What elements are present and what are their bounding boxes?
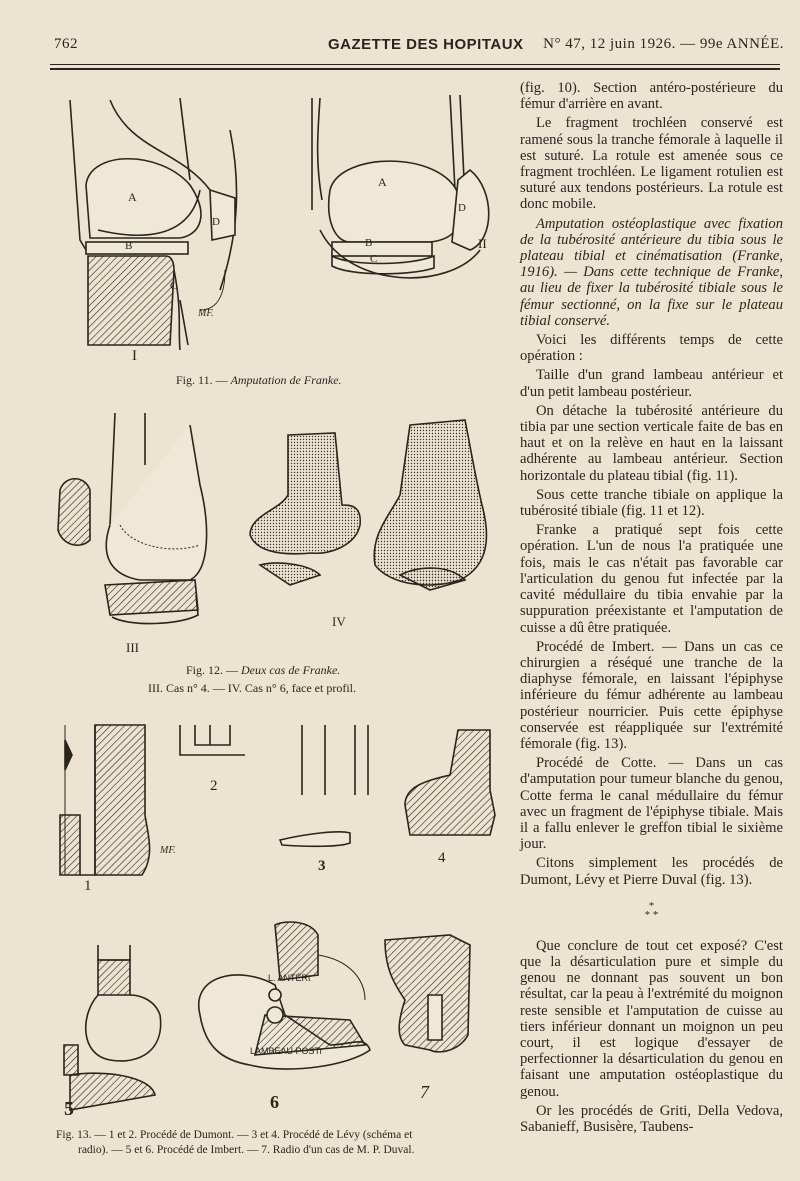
- figure-12-drawing: [50, 405, 500, 655]
- fig13-tag-post: LAMBEAU POSTr: [250, 1046, 323, 1056]
- fig13-drawing-4: [405, 730, 495, 835]
- fig13-drawing-1: [60, 725, 150, 875]
- fig11-part-C2: C: [370, 253, 378, 265]
- fig13-label-4: 4: [438, 850, 446, 866]
- fig11-part-A1: A: [128, 190, 137, 204]
- fig13-label-7: 7: [420, 1082, 429, 1102]
- fig11-caption-text: Amputation de Franke.: [230, 373, 342, 387]
- fig13-label-1: 1: [84, 878, 92, 894]
- fig11-part-C1: C: [170, 280, 178, 292]
- section-asterism: [520, 899, 783, 921]
- fig13-label-3: 3: [318, 858, 326, 874]
- fig11-caption: [176, 373, 342, 388]
- fig12-drawing-IV-profile: [374, 420, 486, 590]
- journal-title: GAZETTE DES HOPITAUX: [328, 36, 524, 53]
- fig12-caption-line2: III. Cas n° 4. — IV. Cas n° 6, face et profil.: [148, 681, 356, 695]
- fig12-caption-line1: [186, 663, 340, 678]
- paragraph-13: Or les procédés de Griti, Della Vedova, Sabanieff, Busisère, Taubens-: [520, 1102, 783, 1135]
- asterism-top: *: [648, 899, 655, 912]
- paragraph-12: Que conclure de tout cet exposé? C'est que la désarticulation pure et simple du genou ne donnant pas souvent un bon résultat, car la peau à l'extrémité du moignon reste sensible et l'amputation de cuisse au tiers inférieur donnant un moignon un peu court, il est logique d'essayer de perfectionner la désarticulation du genou en faisant une amputation ostéoplastique du genou.: [520, 937, 783, 1100]
- fig12-drawing-IV-face: [250, 433, 360, 585]
- article-text-column: [520, 80, 783, 1138]
- paragraph-6: On détache la tubérosité antérieure du tibia par une section verticale faite de bas en haut et on la relève en haut en la laissant adhérente au lambeau antérieur. Section horizontale du plateau tibial (fig. 11).: [520, 402, 783, 484]
- header-rule-top: [50, 64, 780, 65]
- fig12-drawing-III: [58, 413, 207, 624]
- asterism-bottom: * *: [644, 908, 659, 921]
- paragraph-1: (fig. 10). Section antéro-postérieure du fémur d'arrière en avant.: [520, 80, 783, 113]
- fig12-label-IV: IV: [332, 614, 346, 629]
- fig13-drawing-2: [180, 725, 245, 755]
- fig13-tag-ant: L. ANTÉRt: [268, 973, 311, 983]
- fig11-label-II: II: [478, 236, 487, 251]
- fig13-caption-line2: radio). — 5 et 6. Procédé de Imbert. — 7. Radio d'un cas de M. P. Duval.: [78, 1144, 415, 1156]
- fig13-caption-line1: Fig. 13. — 1 et 2. Procédé de Dumont. — 3 et 4. Procédé de Lévy (schéma et: [56, 1129, 413, 1141]
- fig13-drawing-7: [385, 935, 470, 1052]
- fig11-part-A2: A: [378, 175, 387, 189]
- header-rule-bottom: [50, 68, 780, 70]
- paragraph-2: Le fragment trochléen conservé est ramené sous la tranche fémorale à laquelle il est suturé. La rotule est amenée sous ce fragment trochléen. Le ligament rotulien est suturé aux tendons postérieurs. La rotule est donc mobile.: [520, 115, 783, 213]
- paragraph-11: Citons simplement les procédés de Dumont, Lévy et Pierre Duval (fig. 13).: [520, 855, 783, 888]
- paragraph-3: Amputation ostéoplastique avec fixation de la tubérosité antérieure du tibia sous le plateau tibial et cinématisation (Franke, 1916). — Dans cette technique de Franke, au lieu de fixer la tubérosité tibiale sous le fémur sectionné, on la fixe sur le plateau tibial conservé.: [520, 215, 783, 329]
- figure-13-drawing: [50, 715, 510, 1125]
- page-number: 762: [54, 36, 78, 52]
- paragraph-8: Franke a pratiqué sept fois cette opération. L'un de nous l'a pratiquée une fois, mais le cas n'était pas favorable car l'articulation du genou fut infectée par la cavité médullaire du tibia envahie par la suppuration préexistante et l'amputation de cuisse a dû être pratiquée.: [520, 522, 783, 636]
- issue-info: N° 47, 12 juin 1926. — 99e ANNÉE.: [543, 36, 784, 52]
- paragraph-4: Voici les différents temps de cette opération :: [520, 332, 783, 365]
- fig13-drawing-3: [280, 725, 368, 846]
- fig11-part-B1: B: [125, 240, 133, 252]
- fig13-drawing-5: [64, 945, 161, 1110]
- paragraph-10: Procédé de Cotte. — Dans un cas d'amputation pour tumeur blanche du genou, Cotte ferma le canal médullaire du fémur avec un fragment de l'épiphyse tibiale. Mais il a fallu enlever le greffon tibial le sixième jour.: [520, 755, 783, 853]
- fig11-part-D1: D: [212, 216, 220, 228]
- fig12-label-III: III: [126, 640, 139, 655]
- fig11-drawing-II: [312, 95, 489, 278]
- fig13-label-2: 2: [210, 778, 218, 794]
- fig11-caption-prefix: Fig. 11. —: [176, 373, 228, 387]
- fig11-label-I: I: [132, 348, 137, 364]
- paragraph-5: Taille d'un grand lambeau antérieur et d'un petit lambeau postérieur.: [520, 367, 783, 400]
- fig13-label-5: 5: [64, 1098, 74, 1120]
- fig13-label-6: 6: [270, 1092, 279, 1112]
- fig13-signature: MF.: [160, 845, 176, 856]
- page-header: [50, 30, 790, 56]
- fig12-caption-prefix: Fig. 12. —: [186, 663, 239, 677]
- fig11-part-B2: B: [365, 237, 373, 249]
- paragraph-7: Sous cette tranche tibiale on applique la tubérosité tibiale (fig. 11 et 12).: [520, 486, 783, 520]
- fig12-caption-text: Deux cas de Franke.: [241, 663, 341, 677]
- fig11-part-D2: D: [458, 202, 466, 214]
- paragraph-9: Procédé de Imbert. — Dans un cas ce chirurgien a réséqué une tranche de la diaphyse fémorale, en laissant l'épiphyse inférieure du fémur adhérente au lambeau postérieur nourricier. Puis cette épiphyse conservée est réappliquée sur l'extrémité fémorale (fig. 13).: [520, 638, 783, 752]
- fig11-signature: MF.: [198, 308, 214, 319]
- figure-11-drawing: [50, 90, 510, 380]
